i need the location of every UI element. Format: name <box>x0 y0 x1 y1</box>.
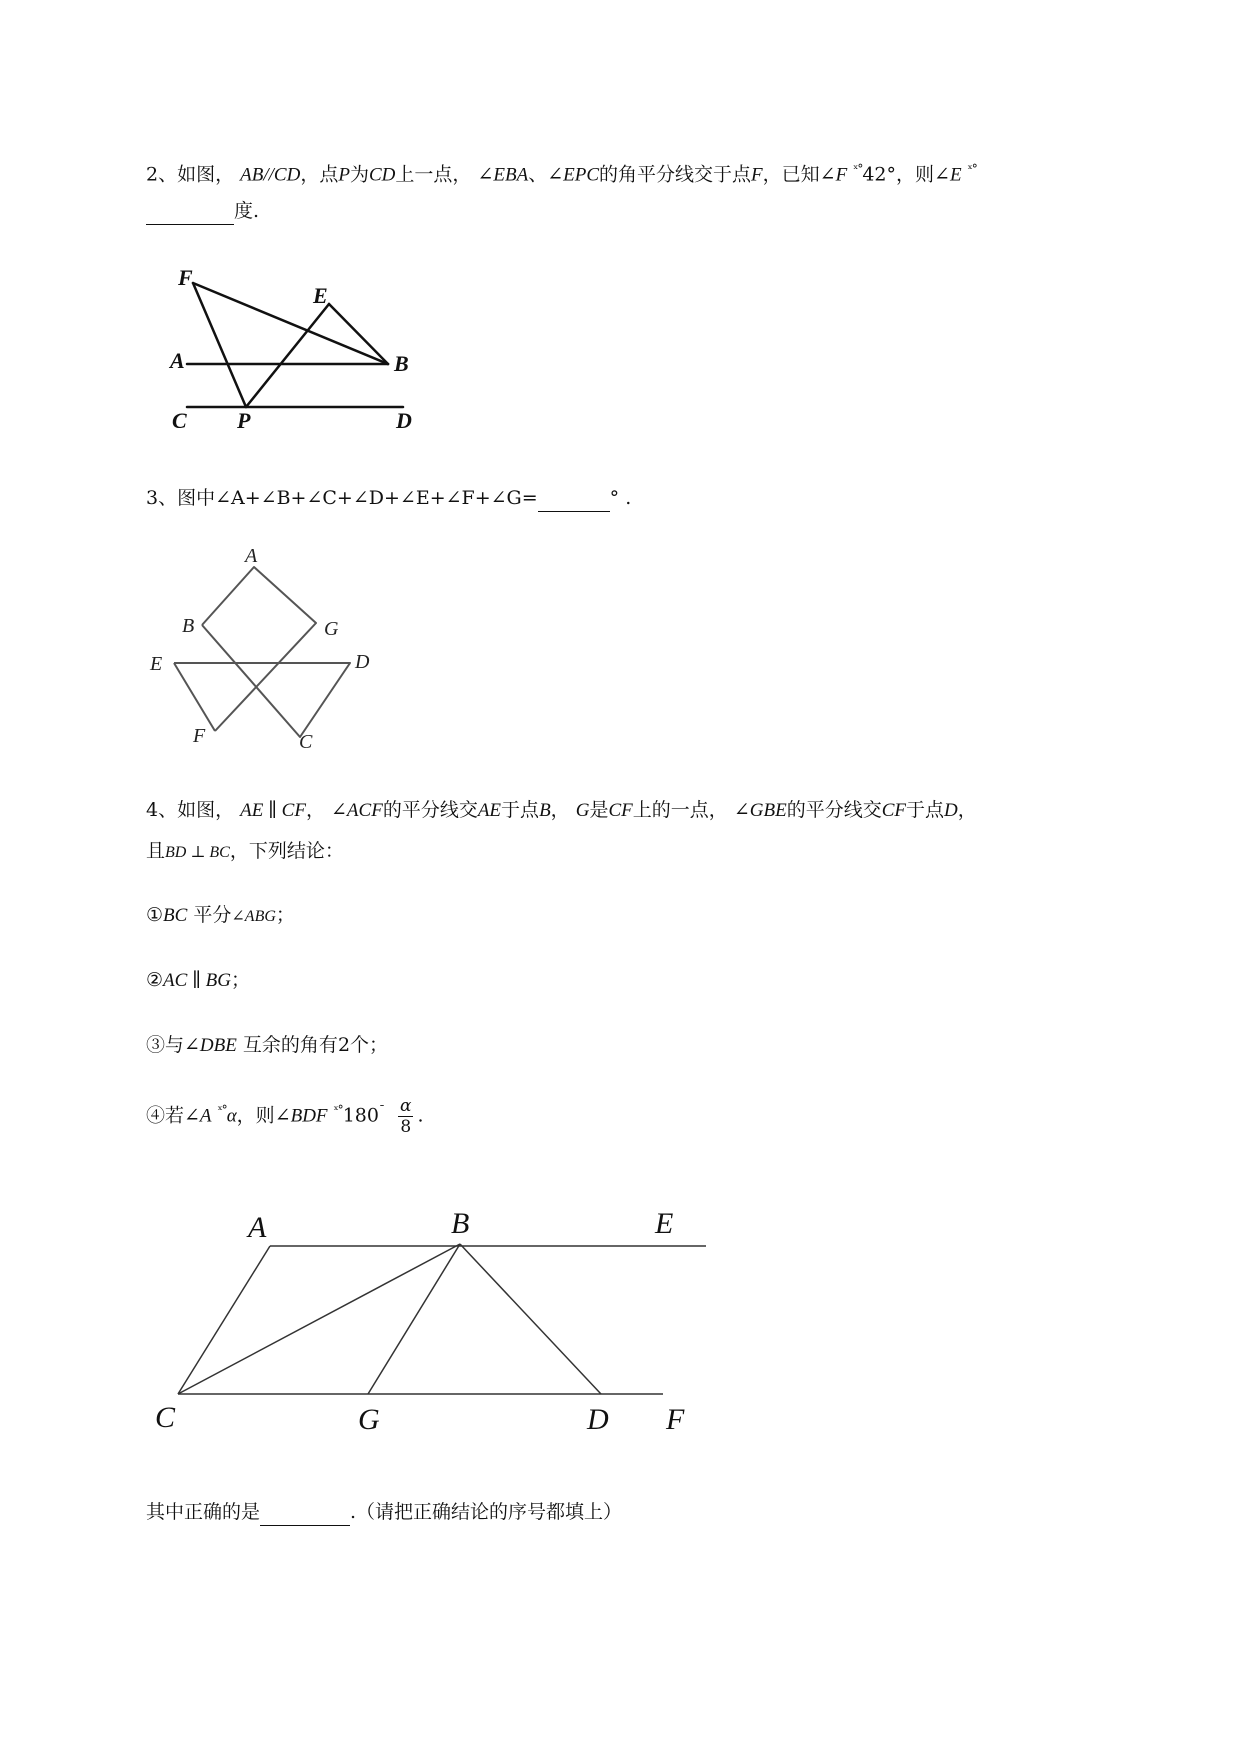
label-d: D <box>355 651 370 673</box>
q3-line: 3、图中∠A+∠B+∠C+∠D+∠E+∠F+∠G= ° . <box>146 485 631 512</box>
label-e: E <box>655 1207 674 1240</box>
seg-bg <box>368 1244 460 1394</box>
q4-line-1: 4、如图， AE ∥ CF， ∠ACF的平分线交AE于点B， G是CF上的一点， ∠GBE的平分线交CF于点D， <box>146 799 977 821</box>
q4-line-2: 且BD ⊥ BC，下列结论： <box>146 840 344 862</box>
label-p: P <box>237 408 251 433</box>
label-f: F <box>178 265 193 290</box>
q4-conclusion-3: ③与∠DBE 互余的角有2个； <box>146 1034 389 1056</box>
seg-ac <box>178 1246 270 1394</box>
q2-line-2: 度. <box>146 198 259 225</box>
q4-conclusion-1: ①BC 平分∠ABG； <box>146 904 295 926</box>
label-d: D <box>396 408 412 433</box>
label-c: C <box>155 1401 176 1434</box>
label-e: E <box>313 283 328 308</box>
q4-answer-line: 其中正确的是 .（请把正确结论的序号都填上） <box>146 1499 622 1526</box>
q4-number: 4 <box>146 799 159 821</box>
q4-answer-blank[interactable] <box>260 1499 350 1526</box>
seg-bc <box>178 1244 460 1394</box>
q3-number: 3 <box>146 487 159 509</box>
label-a: A <box>245 545 258 567</box>
label-a: A <box>248 1211 267 1244</box>
label-g: G <box>324 618 339 640</box>
label-b: B <box>394 351 409 376</box>
seg-bd <box>460 1244 601 1394</box>
q4-conclusion-2: ②AC ∥ BG； <box>146 969 250 991</box>
label-f: F <box>666 1403 685 1436</box>
label-c: C <box>299 731 313 753</box>
q4-conclusion-4: ④若∠A $^{ˣ^\circ}$α，则∠BDF $^{ˣ^\circ}$180¯ $\frac{\alpha}{8}$ . <box>146 1096 424 1137</box>
label-b: B <box>451 1207 470 1240</box>
label-a: A <box>170 348 185 373</box>
label-e: E <box>150 653 163 675</box>
label-g: G <box>358 1403 380 1436</box>
fraction-alpha-over-8: $\frac{\alpha}{8}$ <box>400 1096 412 1137</box>
label-b: B <box>182 615 195 637</box>
label-d: D <box>587 1403 609 1436</box>
q2-line-1: 2、如图， AB//CD，点P为CD上一点， ∠EBA、∠EPC的角平分线交于点F，已知∠F $^{ˣ^\circ}$42°，则∠E $^{ˣ^\circ}$ <box>146 162 977 186</box>
q2-number: 2 <box>146 163 159 186</box>
label-f: F <box>193 725 206 747</box>
label-c: C <box>172 408 187 433</box>
